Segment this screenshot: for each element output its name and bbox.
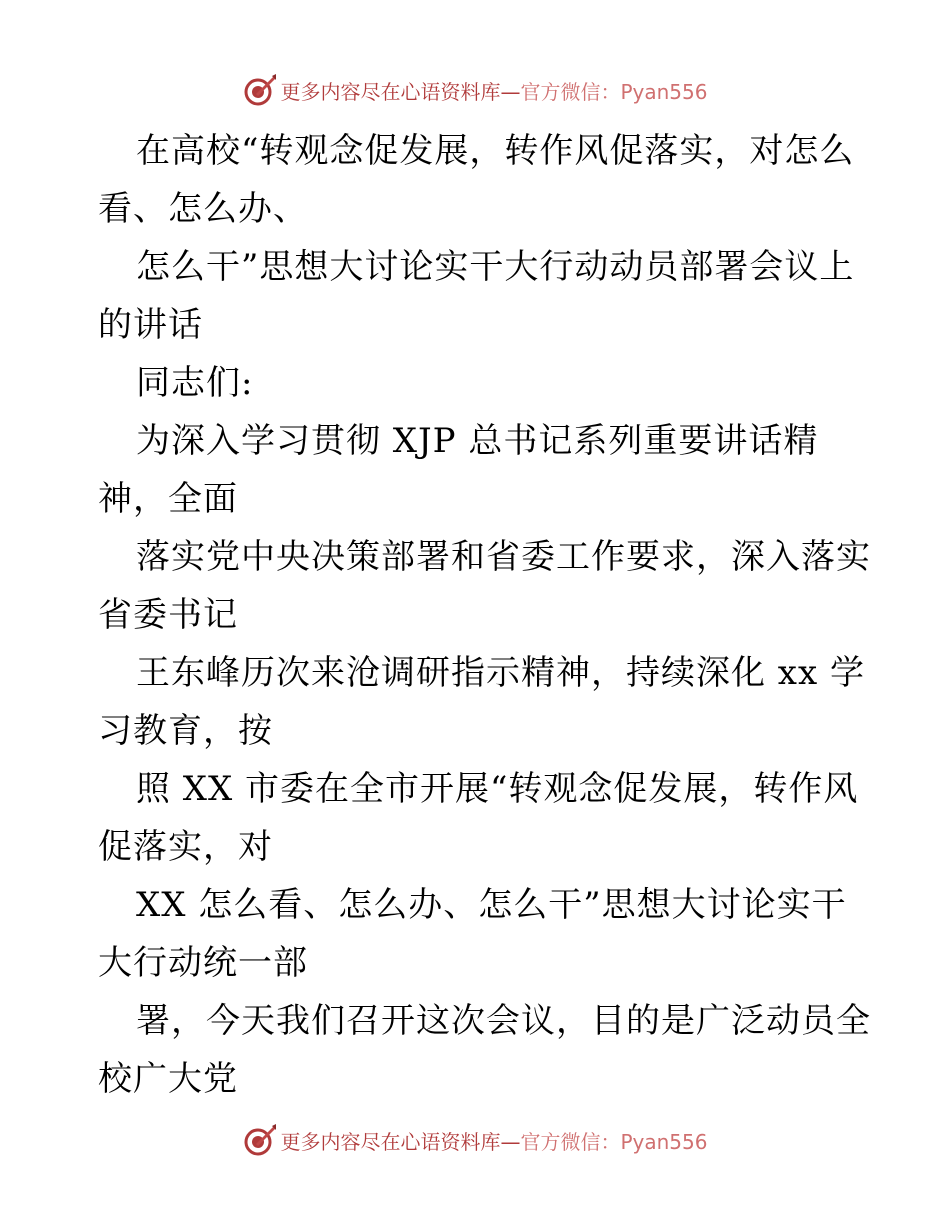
document-body xyxy=(98,122,871,1108)
header-watermark xyxy=(0,70,950,110)
text-line: 照 XX 市委在全市开展“转观念促发展，转作风 xyxy=(136,769,859,809)
text-line: 看、怎么办、 xyxy=(98,189,308,229)
text-line: 同志们: xyxy=(136,363,254,403)
text-line: 为深入学习贯彻 XJP 总书记系列重要讲话精 xyxy=(136,421,819,461)
text-line: 省委书记 xyxy=(98,595,238,635)
text-line: 怎么干”思想大讨论实干大行动动员部署会议上 xyxy=(136,247,855,287)
text-line: 的讲话 xyxy=(98,305,203,345)
text-line: 校广大党 xyxy=(98,1059,238,1099)
footer-watermark xyxy=(0,1120,950,1160)
pen-logo-icon xyxy=(242,1122,278,1158)
text-line: 神，全面 xyxy=(98,479,238,519)
text-line: 王东峰历次来沧调研指示精神，持续深化 xx 学 xyxy=(136,653,865,693)
text-line: 在高校“转观念促发展，转作风促落实，对怎么 xyxy=(136,131,855,171)
pen-logo-icon xyxy=(242,72,278,108)
text-line: 落实党中央决策部署和省委工作要求，深入落实 xyxy=(136,537,871,577)
watermark-text: 更多内容尽在心语资料库—官方微信：Pyan556 xyxy=(280,1129,708,1154)
text-line: XX 怎么看、怎么办、怎么干”思想大讨论实干 xyxy=(136,885,847,925)
text-line: 署，今天我们召开这次会议，目的是广泛动员全 xyxy=(136,1001,871,1041)
text-line: 大行动统一部 xyxy=(98,943,308,983)
text-line: 促落实，对 xyxy=(98,827,273,867)
watermark-text: 更多内容尽在心语资料库—官方微信：Pyan556 xyxy=(280,79,708,104)
text-line: 习教育，按 xyxy=(98,711,273,751)
